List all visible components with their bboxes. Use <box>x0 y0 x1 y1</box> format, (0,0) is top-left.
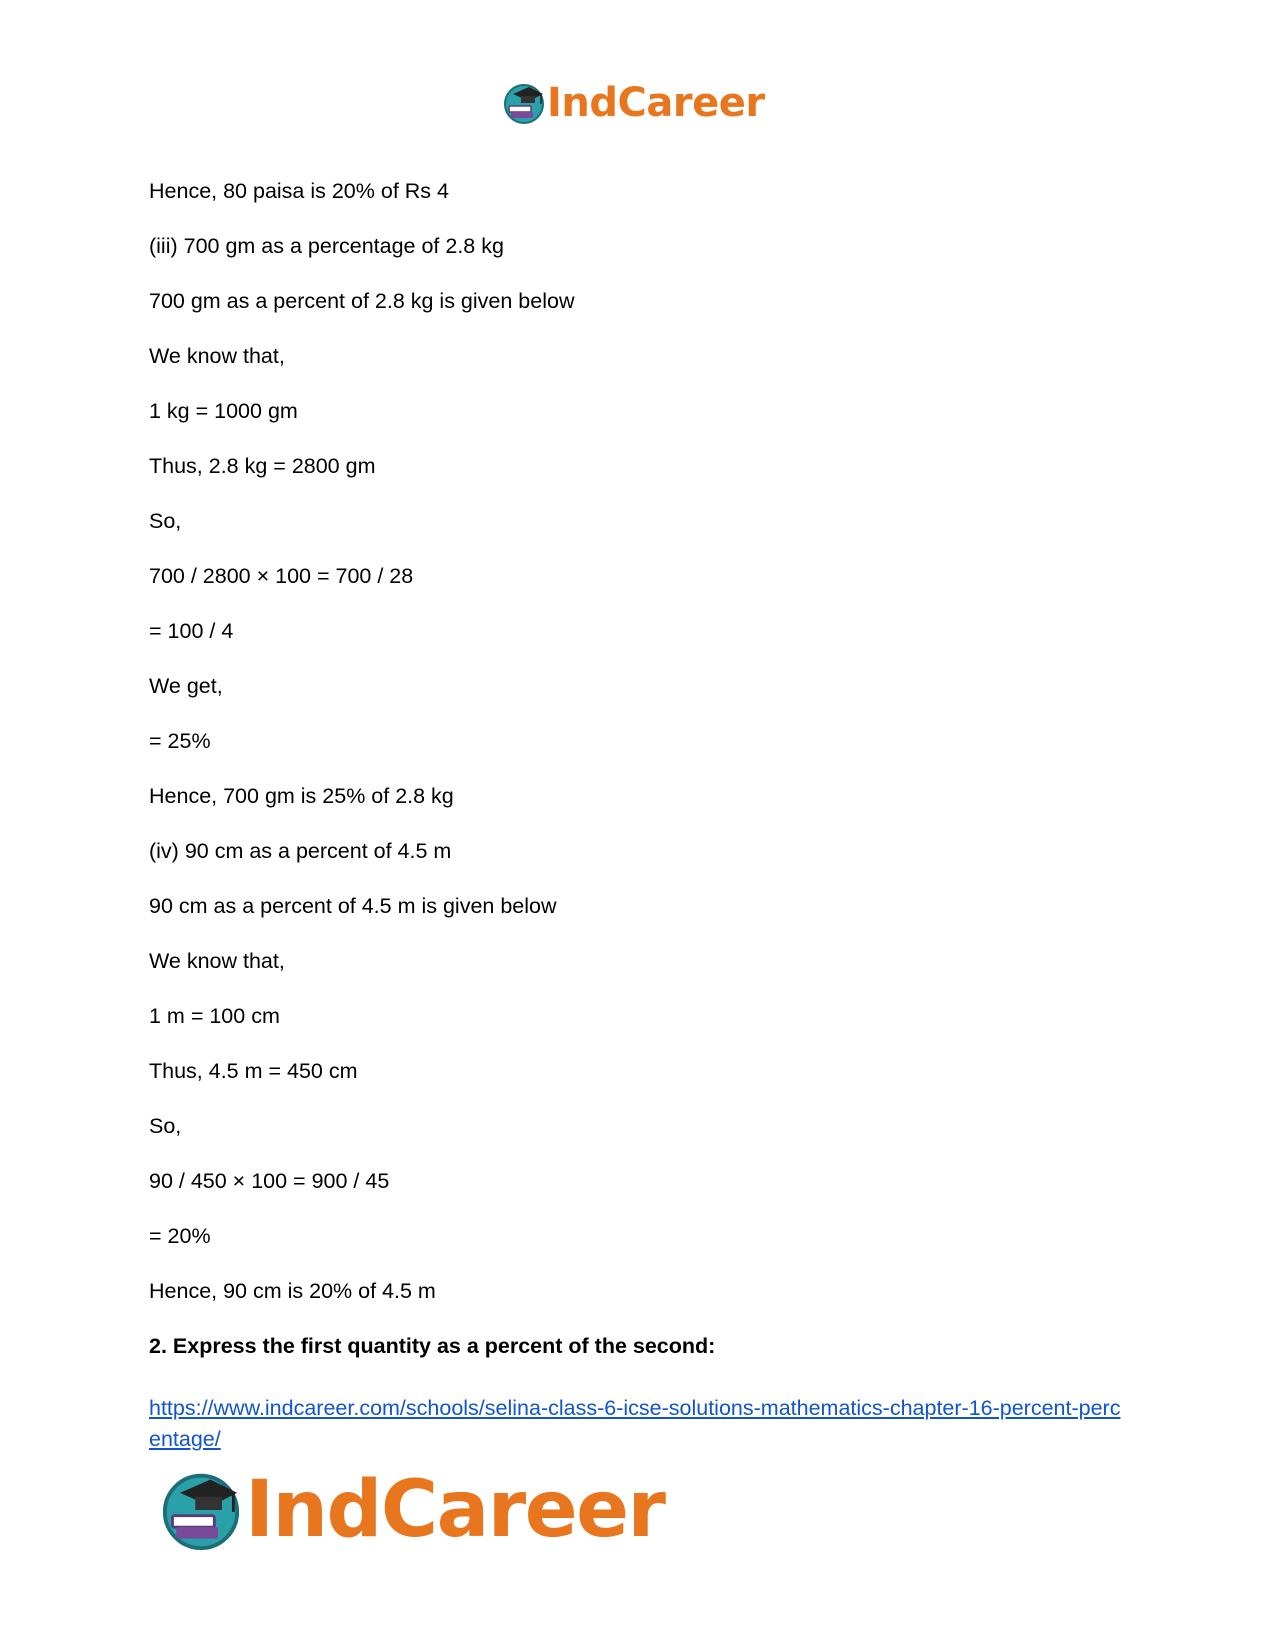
question-heading: 2. Express the first quantity as a percent of the second: <box>149 1334 716 1358</box>
text-line: Thus, 2.8 kg = 2800 gm <box>149 454 376 478</box>
footer-logo <box>161 1465 665 1555</box>
text-line: 1 kg = 1000 gm <box>149 399 298 423</box>
header-logo <box>503 80 765 126</box>
document-body <box>149 176 1129 1386</box>
text-line: 1 m = 100 cm <box>149 1004 280 1028</box>
text-line: 700 / 2800 × 100 = 700 / 28 <box>149 564 414 588</box>
footer-url-link[interactable]: https://www.indcareer.com/schools/selina-class-6-icse-solutions-mathematics-chapter-16-percent-percentage/ <box>149 1396 1121 1451</box>
text-line: = 20% <box>149 1224 211 1248</box>
text-line: Hence, 700 gm is 25% of 2.8 kg <box>149 784 454 808</box>
text-line: (iv) 90 cm as a percent of 4.5 m <box>149 839 452 863</box>
text-line: 700 gm as a percent of 2.8 kg is given below <box>149 289 575 313</box>
text-line: So, <box>149 1114 182 1138</box>
text-line: Hence, 90 cm is 20% of 4.5 m <box>149 1279 436 1303</box>
header-logo-text: IndCareer <box>547 80 765 126</box>
text-line: So, <box>149 509 182 533</box>
text-line: We get, <box>149 674 223 698</box>
text-line: = 100 / 4 <box>149 619 234 643</box>
text-line: = 25% <box>149 729 211 753</box>
text-line: Thus, 4.5 m = 450 cm <box>149 1059 358 1083</box>
text-line: (iii) 700 gm as a percentage of 2.8 kg <box>149 234 504 258</box>
text-line: We know that, <box>149 344 285 368</box>
graduation-book-globe-icon <box>503 82 545 124</box>
footer-logo-text: IndCareer <box>245 1465 665 1555</box>
text-line: 90 / 450 × 100 = 900 / 45 <box>149 1169 390 1193</box>
text-line: 90 cm as a percent of 4.5 m is given below <box>149 894 557 918</box>
text-line: Hence, 80 paisa is 20% of Rs 4 <box>149 179 449 203</box>
text-line: We know that, <box>149 949 285 973</box>
graduation-book-globe-icon <box>161 1470 241 1550</box>
